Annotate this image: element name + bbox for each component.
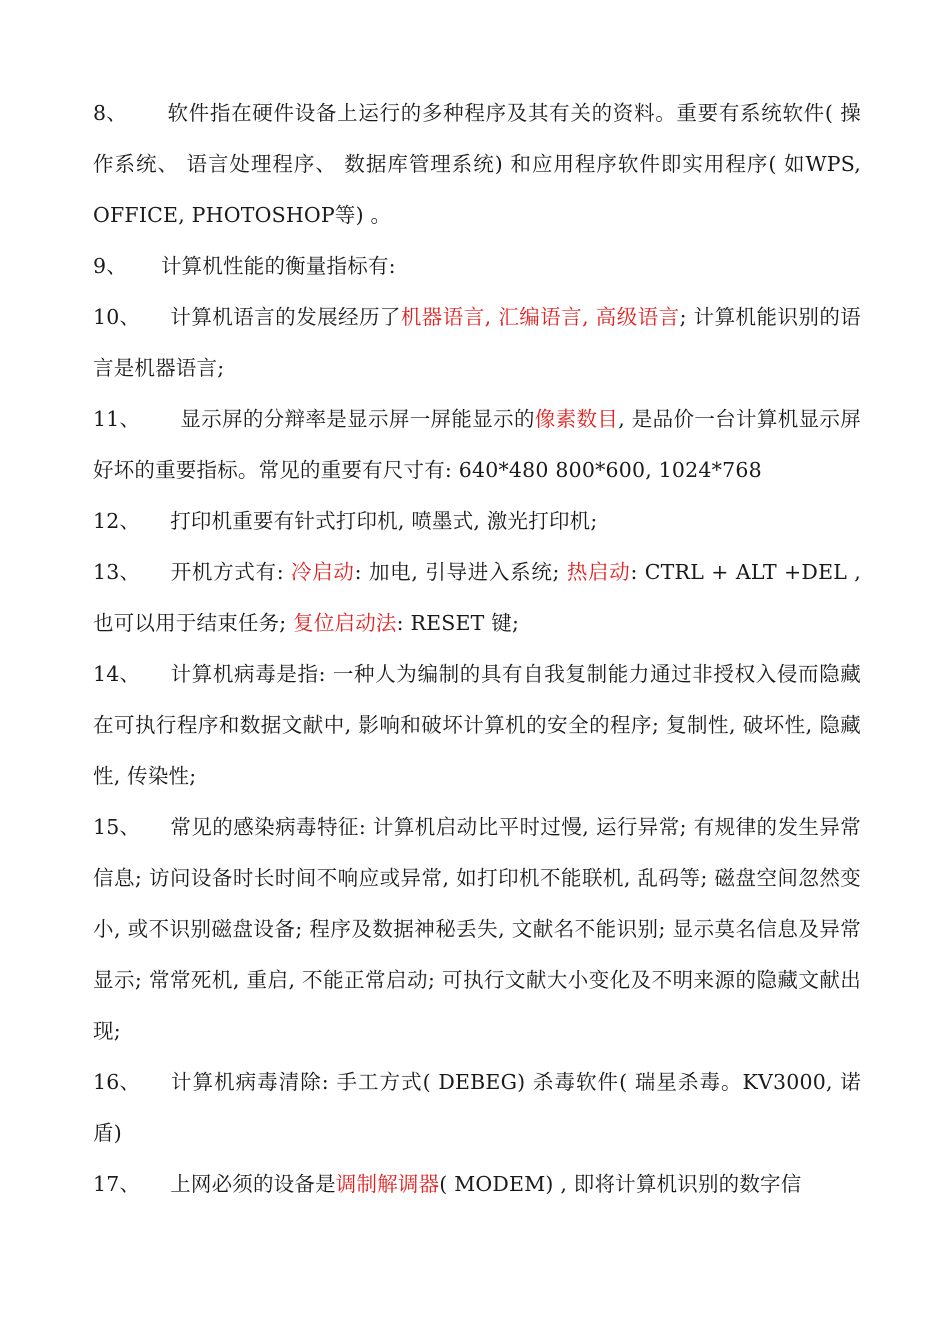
list-item-11 xyxy=(93,394,861,496)
item-text: 软件指在硬件设备上运行的多种程序及其有关的资料。重要有系统软件( 操作系统、 语言处理程序、 数据库管理系统) 和应用程序软件即实用程序( 如WPS, OFFICE, PHOTOSHOP等) 。 xyxy=(93,101,861,227)
list-item-8 xyxy=(93,88,861,241)
list-item-14 xyxy=(93,649,861,802)
item-number: 11、 xyxy=(93,407,141,431)
list-item-9 xyxy=(93,241,861,292)
item-number: 9、 xyxy=(93,254,127,278)
list-item-17 xyxy=(93,1159,861,1210)
item-text: 开机方式有: xyxy=(170,560,292,584)
list-item-13 xyxy=(93,547,861,649)
item-number: 15、 xyxy=(93,815,141,839)
item-number: 8、 xyxy=(93,101,127,125)
item-text: : 加电, 引导进入系统; xyxy=(354,560,567,584)
item-text: , 是品价一台计算机显示屏好坏的重要指标。常见的重要有尺寸有: 640*480 800*600, 1024*768 xyxy=(93,407,861,482)
item-text: 显示屏的分辩率是显示屏一屏能显示的 xyxy=(180,407,535,431)
list-item-15 xyxy=(93,802,861,1057)
item-text: : RESET 键; xyxy=(396,611,520,635)
highlight-text: 复位启动法 xyxy=(293,611,397,635)
highlight-text: 冷启动 xyxy=(291,560,355,584)
item-number: 13、 xyxy=(93,560,141,584)
item-text: 打印机重要有针式打印机, 喷墨式, 激光打印机; xyxy=(170,509,598,533)
item-text: 计算机病毒清除: 手工方式( DEBEG) 杀毒软件( 瑞星杀毒。KV3000, 诺盾) xyxy=(93,1070,861,1145)
highlight-text: 机器语言, 汇编语言, 高级语言 xyxy=(400,305,680,329)
list-item-12 xyxy=(93,496,861,547)
highlight-text: 像素数目 xyxy=(534,407,619,431)
item-number: 12、 xyxy=(93,509,141,533)
list-item-16 xyxy=(93,1057,861,1159)
item-text: 计算机语言的发展经历了 xyxy=(170,305,401,329)
item-text: 计算机性能的衡量指标有: xyxy=(160,254,396,278)
item-text: : CTRL + ALT +DEL , 也可以用于结束任务; xyxy=(93,560,861,635)
highlight-text: 热启动 xyxy=(566,560,631,584)
item-text: ; 计算机能识别的语言是机器语言; xyxy=(93,305,861,380)
item-number: 10、 xyxy=(93,305,141,329)
item-text: 上网必须的设备是 xyxy=(170,1172,336,1196)
item-number: 17、 xyxy=(93,1172,141,1196)
item-text: 计算机病毒是指: 一种人为编制的具有自我复制能力通过非授权入侵而隐藏在可执行程序和数据文献中, 影响和破坏计算机的安全的程序; 复制性, 破坏性, 隐藏性, 传染性; xyxy=(93,662,861,788)
document-page xyxy=(93,88,861,1210)
item-text: 常见的感染病毒特征: 计算机启动比平时过慢, 运行异常; 有规律的发生异常信息; 访问设备时长时间不响应或异常, 如打印机不能联机, 乱码等; 磁盘空间忽然变小, 或不识别磁盘设备; 程序及数据神秘丢失, 文献名不能识别; 显示莫名信息及异常显示; 常常死机, 重启, 不能正常启动; 可执行文献大小变化及不明来源的隐藏文献出现; xyxy=(93,815,861,1043)
item-text: ( MODEM) , 即将计算机识别的数字信 xyxy=(439,1172,802,1196)
highlight-text: 调制解调器 xyxy=(335,1172,440,1196)
item-number: 14、 xyxy=(93,662,141,686)
item-number: 16、 xyxy=(93,1070,141,1094)
list-item-10 xyxy=(93,292,861,394)
